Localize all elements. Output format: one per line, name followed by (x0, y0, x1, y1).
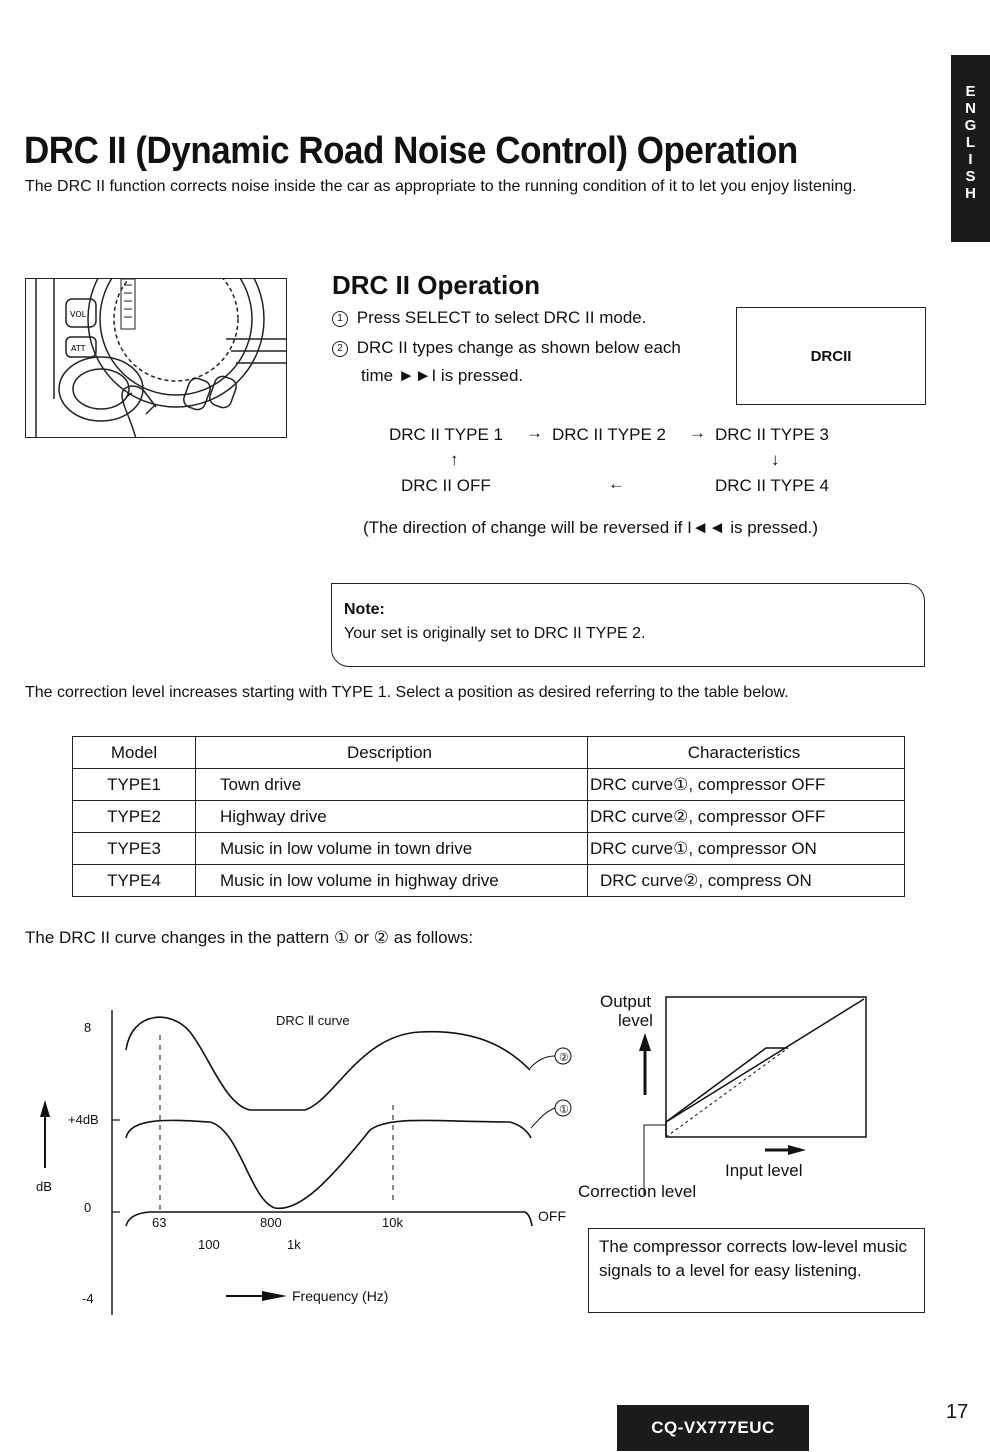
compressor-note: The compressor corrects low-level music signals to a level for easy listening. (588, 1228, 925, 1313)
arrow-down-icon: ↓ (771, 450, 780, 469)
input-arrowhead-icon (788, 1145, 806, 1155)
table-cell: Town drive (196, 769, 588, 801)
language-letter: E (965, 83, 976, 100)
language-letter: G (964, 117, 977, 134)
display-indicator (736, 307, 926, 405)
compressor-dashed-line (666, 1048, 788, 1137)
x-tick-label: 800 (260, 1215, 282, 1230)
table-header-row (73, 737, 905, 769)
table-row (73, 801, 905, 833)
step-number: 2 (332, 341, 348, 357)
reverse-note: (The direction of change will be reversed if I◄◄ is pressed.) (363, 518, 819, 537)
arrow-right-icon: → (526, 423, 543, 442)
table-cell: Highway drive (196, 801, 588, 833)
y-axis-label: dB (36, 1179, 52, 1194)
x-tick-label: 100 (198, 1237, 220, 1252)
x-axis-arrowhead-icon (262, 1291, 287, 1301)
table-cell: DRC curve②, compressor OFF (588, 801, 905, 833)
x-axis-label: Frequency (Hz) (292, 1288, 389, 1304)
drc-curve-chart (0, 980, 580, 1320)
curve-1-label: ① (559, 1104, 569, 1116)
output-label: level (618, 1011, 653, 1030)
curve-2-line (126, 1017, 530, 1110)
table-header: Model (73, 737, 196, 769)
y-tick-label: -4 (82, 1291, 94, 1306)
drc-type-table (72, 736, 905, 897)
page-title: DRC II (Dynamic Road Noise Control) Operation (24, 130, 798, 172)
x-tick-label: 1k (287, 1237, 301, 1252)
table-cell: TYPE2 (73, 801, 196, 833)
model-badge: CQ-VX777EUC (617, 1405, 809, 1451)
step-2 (332, 334, 681, 362)
input-level-label: Input level (725, 1161, 803, 1180)
step-number: 1 (332, 311, 348, 327)
page-number: 17 (946, 1401, 969, 1423)
output-arrowhead-icon (639, 1033, 651, 1051)
intro-text: The DRC II function corrects noise inside the car as appropriate to the running condition of it to let you enjoy listening. (25, 178, 857, 195)
y-axis-arrowhead-icon (40, 1100, 50, 1117)
table-cell: TYPE4 (73, 865, 196, 897)
curve-intro: The DRC II curve changes in the pattern ① or ② as follows: (25, 928, 474, 947)
step-1 (332, 304, 646, 332)
language-letter: S (965, 168, 976, 185)
callout-line-1 (531, 1108, 555, 1128)
language-letter: I (968, 151, 973, 168)
table-cell: DRC curve①, compressor OFF (588, 769, 905, 801)
table-cell: DRC curve②, compress ON (588, 865, 905, 897)
note-text: Your set is originally set to DRC II TYPE 2. (344, 625, 646, 642)
table-header: Characteristics (588, 737, 905, 769)
table-header: Description (196, 737, 588, 769)
table-cell: Music in low volume in highway drive (196, 865, 588, 897)
curve-2-label: ② (559, 1052, 569, 1064)
cycle-off: DRC II OFF (401, 476, 491, 495)
arrow-left-icon: ← (608, 474, 625, 493)
table-cell: DRC curve①, compressor ON (588, 833, 905, 865)
head-unit-drawing (26, 279, 287, 438)
display-text: DRCII (810, 347, 852, 365)
table-cell: TYPE3 (73, 833, 196, 865)
y-tick-label: 8 (84, 1020, 92, 1035)
step-text: Press SELECT to select DRC II mode. (356, 308, 647, 327)
arrow-right-icon: → (689, 423, 706, 442)
language-letter: H (965, 185, 976, 202)
table-row (73, 769, 905, 801)
y-tick-label: 0 (84, 1200, 92, 1215)
step-2-continued: time ►►I is pressed. (361, 366, 524, 385)
cycle-type1: DRC II TYPE 1 (389, 425, 503, 444)
compressor-graph (570, 985, 920, 1215)
operation-heading: DRC II Operation (332, 270, 541, 300)
x-tick-label: 63 (152, 1215, 167, 1230)
callout-line-2 (530, 1056, 555, 1068)
att-label: ATT (71, 344, 86, 353)
chart-title: DRC Ⅱ curve (276, 1013, 350, 1028)
language-tab (951, 55, 990, 242)
output-label: Output (600, 992, 652, 1011)
compressor-graph-frame (666, 997, 866, 1137)
cycle-type2: DRC II TYPE 2 (552, 425, 666, 444)
y-tick-label: +4dB (68, 1112, 99, 1127)
device-illustration (25, 278, 287, 438)
table-cell: TYPE1 (73, 769, 196, 801)
correction-level-label: Correction level (578, 1182, 697, 1201)
note-label: Note: (344, 601, 385, 618)
x-tick-label: 10k (382, 1215, 403, 1230)
correction-intro: The correction level increases starting with TYPE 1. Select a position as desired referring to the table below. (25, 684, 789, 701)
cycle-type4: DRC II TYPE 4 (715, 476, 829, 495)
table-row (73, 833, 905, 865)
table-row (73, 865, 905, 897)
curve-off-label: OFF (538, 1208, 566, 1224)
vol-label: VOL (70, 310, 87, 319)
language-letter: N (965, 100, 976, 117)
note-box (331, 583, 925, 667)
curve-off-line (126, 1212, 532, 1226)
language-letter: L (965, 134, 976, 151)
arrow-up-icon: ↑ (450, 450, 459, 469)
cycle-type3: DRC II TYPE 3 (715, 425, 829, 444)
compressor-line (666, 999, 864, 1122)
step-text: DRC II types change as shown below each (356, 338, 681, 357)
curve-1-line (126, 1120, 531, 1208)
table-cell: Music in low volume in town drive (196, 833, 588, 865)
